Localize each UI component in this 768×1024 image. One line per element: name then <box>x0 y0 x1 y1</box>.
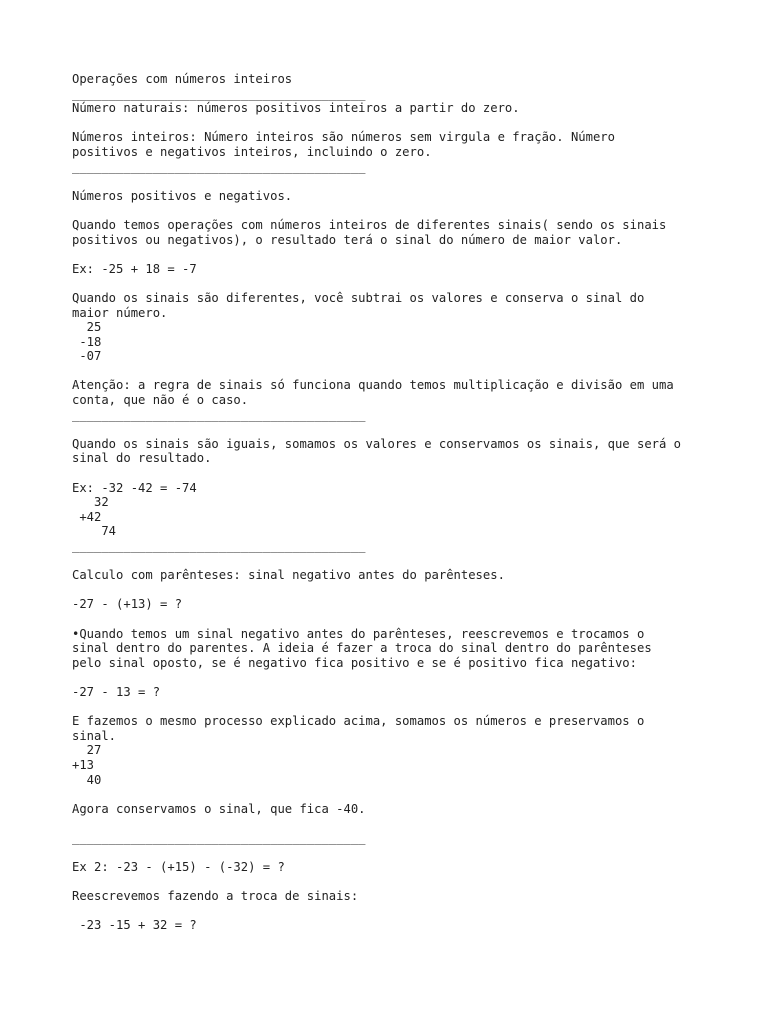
text-line: Quando os sinais são diferentes, você subtrai os valores e conserva o sinal do <box>72 290 645 305</box>
text-line: -23 -15 + 32 = ? <box>72 918 197 933</box>
blank-line <box>72 116 712 131</box>
blank-line <box>72 612 712 627</box>
blank-line <box>72 700 712 715</box>
blank-line <box>72 787 712 802</box>
text-line: positivos ou negativos), o resultado terá o sinal do número de maior valor. <box>72 232 623 247</box>
horizontal-rule: ________________________________________ <box>72 539 366 553</box>
blank-line <box>72 583 712 598</box>
text-line: 40 <box>72 772 102 787</box>
text-line: Quando temos operações com números inteiros de diferentes sinais( sendo os sinais <box>72 217 667 232</box>
text-line: +42 <box>72 509 102 524</box>
blank-line <box>72 845 712 860</box>
text-line: Número naturais: números positivos inteiros a partir do zero. <box>72 101 520 116</box>
blank-line <box>72 816 712 831</box>
blank-line <box>72 466 712 481</box>
document-page <box>72 72 712 933</box>
text-line: 27 <box>72 743 102 758</box>
blank-line <box>72 364 712 379</box>
text-line: -27 - 13 = ? <box>72 684 161 699</box>
horizontal-rule: ________________________________________ <box>72 407 366 422</box>
blank-line <box>72 904 712 919</box>
horizontal-rule: ________________________________________ <box>72 86 366 101</box>
horizontal-rule: ________________________________________ <box>72 830 366 845</box>
text-line: maior número. <box>72 305 168 320</box>
text-line: •Quando temos um sinal negativo antes do parênteses, reescrevemos e trocamos o <box>72 626 645 641</box>
text-line: sinal. <box>72 728 117 743</box>
text-line: 25 <box>72 320 102 335</box>
text-line: Operações com números inteiros <box>72 72 293 86</box>
text-line: Calculo com parênteses: sinal negativo antes do parênteses. <box>72 568 505 583</box>
text-line: Números positivos e negativos. <box>72 188 293 203</box>
text-line: -27 - (+13) = ? <box>72 597 183 612</box>
blank-line <box>72 670 712 685</box>
text-line: conta, que não é o caso. <box>72 393 249 408</box>
text-line: 74 <box>72 524 117 539</box>
text-line: Ex: -32 -42 = -74 <box>72 480 197 495</box>
text-line: Quando os sinais são iguais, somamos os valores e conservamos os sinais, que será o <box>72 436 682 451</box>
text-line: Agora conservamos o sinal, que fica -40. <box>72 801 366 816</box>
text-line: E fazemos o mesmo processo explicado acima, somamos os números e preservamos o <box>72 714 645 729</box>
blank-line <box>72 203 712 218</box>
text-line: Atenção: a regra de sinais só funciona quando temos multiplicação e divisão em uma <box>72 378 674 393</box>
text-line: sinal dentro do parentes. A ideia é fazer a troca do sinal dentro do parênteses <box>72 641 652 656</box>
text-line: sinal do resultado. <box>72 451 212 466</box>
text-line: -07 <box>72 349 102 364</box>
text-line: +13 <box>72 757 95 772</box>
text-line: Números inteiros: Número inteiros são números sem virgula e fração. Número <box>72 130 615 145</box>
blank-line <box>72 174 712 189</box>
text-line: pelo sinal oposto, se é negativo fica positivo e se é positivo fica negativo: <box>72 655 637 670</box>
blank-line <box>72 554 712 569</box>
text-line: -18 <box>72 334 102 349</box>
text-line: positivos e negativos inteiros, incluindo o zero. <box>72 144 432 159</box>
text-line: Ex 2: -23 - (+15) - (-32) = ? <box>72 860 285 875</box>
blank-line <box>72 276 712 291</box>
blank-line <box>72 422 712 437</box>
text-line: Reescrevemos fazendo a troca de sinais: <box>72 889 359 904</box>
text-line: Ex: -25 + 18 = -7 <box>72 261 197 276</box>
blank-line <box>72 875 712 890</box>
text-line: 32 <box>72 495 109 510</box>
blank-line <box>72 247 712 262</box>
horizontal-rule: ________________________________________ <box>72 159 366 174</box>
